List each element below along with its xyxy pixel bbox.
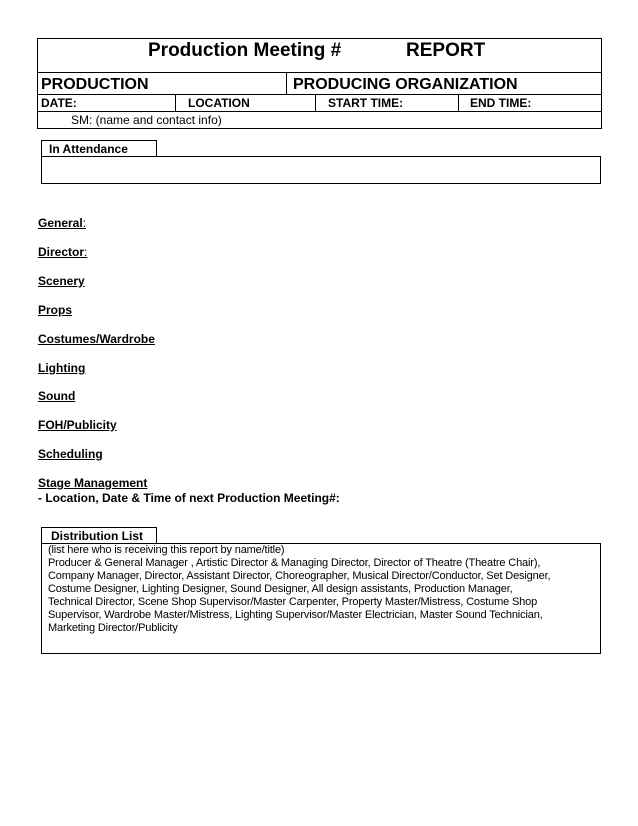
distribution-line: Costume Designer, Lighting Designer, Sound Designer, All design assistants, Production Manager, (48, 583, 513, 595)
distribution-line: Supervisor, Wardrobe Master/Mistress, Lighting Supervisor/Master Electrician, Master Sound Technician, (48, 609, 543, 621)
sm-label: SM: (name and contact info) (71, 113, 222, 127)
location-cell (175, 95, 316, 112)
section-director: Director: (38, 245, 88, 259)
report-title-row (37, 38, 602, 72)
section-scheduling: Scheduling (38, 447, 103, 461)
section-costumes: Costumes/Wardrobe (38, 332, 155, 346)
producing-org-cell (286, 72, 602, 95)
start-time-cell (315, 95, 459, 112)
next-meeting-line: - Location, Date & Time of next Production Meeting#: (38, 491, 340, 505)
section-lighting: Lighting (38, 361, 86, 375)
end-time-cell (458, 95, 602, 112)
location-label: LOCATION (188, 96, 250, 110)
date-label: DATE: (41, 96, 77, 110)
attendance-tab: In Attendance (41, 140, 157, 157)
attendance-box[interactable] (41, 156, 601, 184)
date-cell (37, 95, 176, 112)
distribution-line: Marketing Director/Publicity (48, 622, 178, 634)
section-scenery: Scenery (38, 274, 85, 288)
distribution-tab: Distribution List (41, 527, 157, 544)
producing-org-label: PRODUCING ORGANIZATION (293, 76, 518, 93)
section-foh-publicity: FOH/Publicity (38, 418, 117, 432)
distribution-line: (list here who is receiving this report by name/title) (48, 544, 285, 556)
section-general: General: (38, 216, 87, 230)
report-title: Production Meeting # (148, 40, 342, 61)
production-label: PRODUCTION (41, 76, 149, 93)
distribution-line: Company Manager, Director, Assistant Director, Choreographer, Musical Director/Conductor, Set Designer, (48, 570, 551, 582)
section-sound: Sound (38, 389, 76, 403)
sm-row (37, 112, 602, 129)
section-stage-management: Stage Management (38, 476, 148, 490)
section-props: Props (38, 303, 73, 317)
start-time-label: START TIME: (328, 96, 404, 110)
end-time-label: END TIME: (470, 96, 532, 110)
distribution-line: Producer & General Manager , Artistic Director & Managing Director, Director of Theatre (Theatre Chair), (48, 557, 541, 569)
report-title-report: REPORT (406, 40, 486, 61)
distribution-line: Technical Director, Scene Shop Supervisor/Master Carpenter, Property Master/Mistress, Costume Shop (48, 596, 538, 608)
